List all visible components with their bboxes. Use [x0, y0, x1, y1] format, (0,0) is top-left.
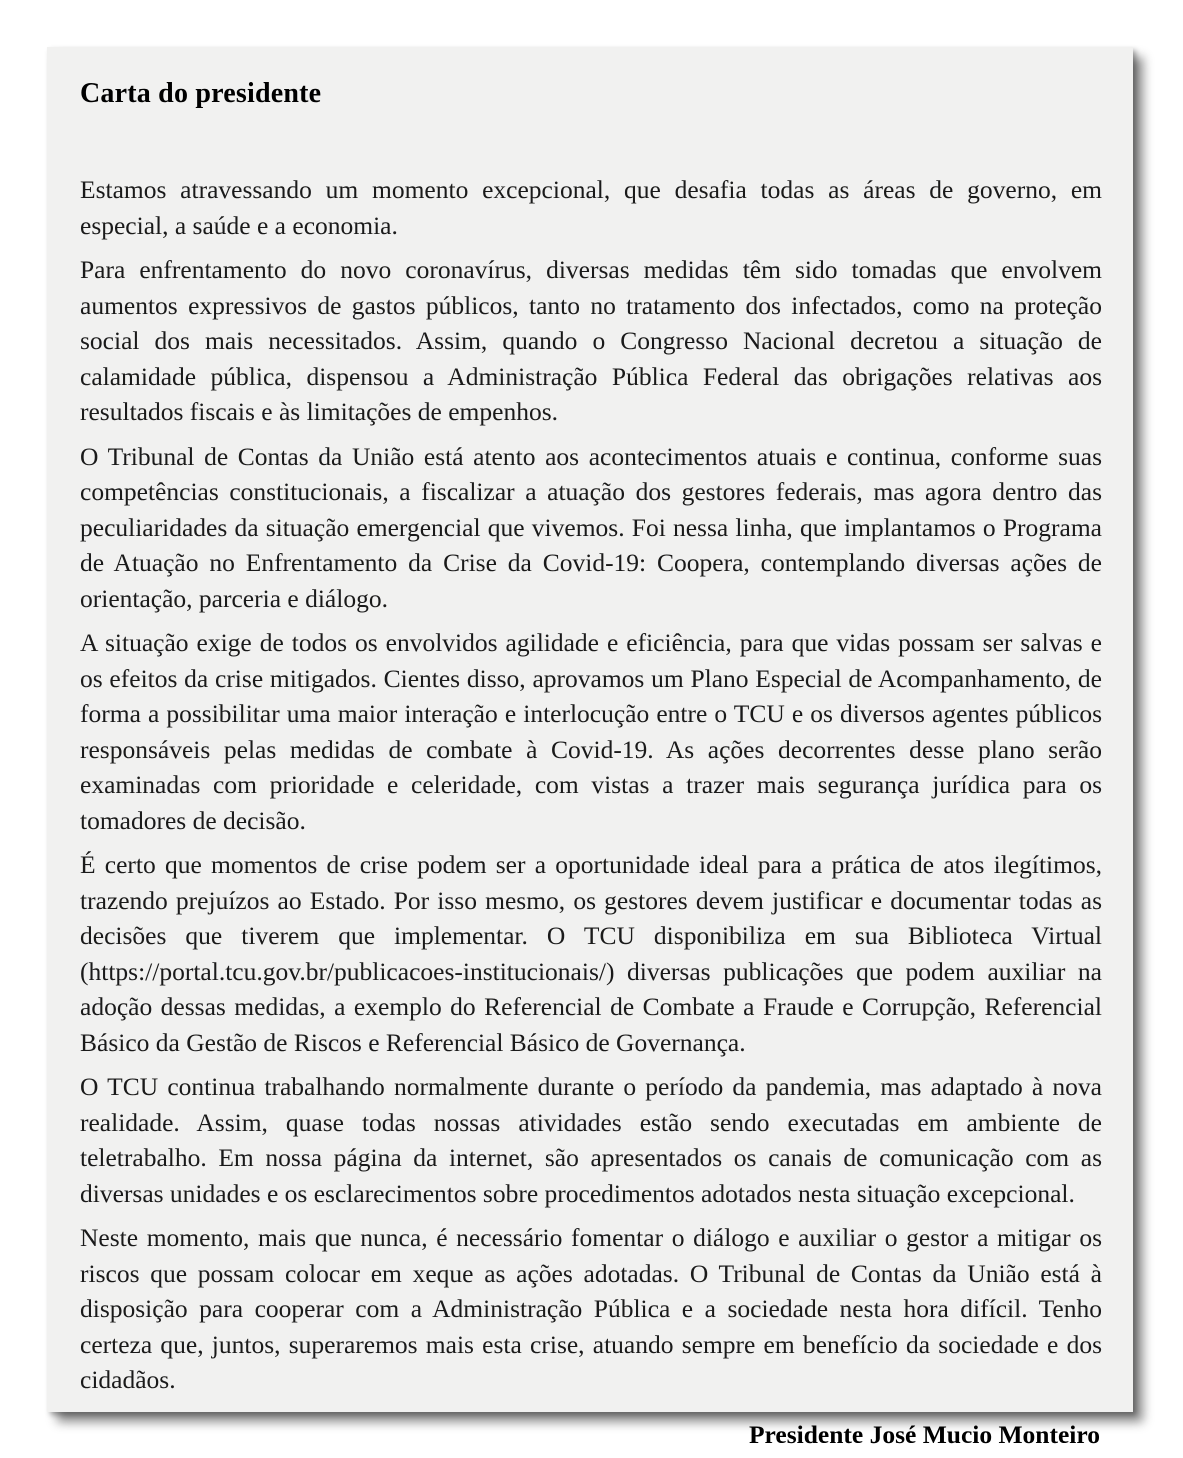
- letter-panel: [47, 47, 1133, 1449]
- signature: Presidente José Mucio Monteiro: [748, 1419, 1100, 1449]
- letter-paragraph-5: É certo que momentos de crise podem ser a oportunidade ideal para a prática de atos ilegítimos, trazendo prejuízos ao Estado. Por isso mesmo, os gestores devem justificar e documentar todas as decisões que tiverem que implementar. O TCU disponibiliza em sua Biblioteca Virtual (https://portal.tcu.gov.br/publicacoes-institucionais/) diversas publicações que podem auxiliar na adoção dessas medidas, a exemplo do Referencial de Combate a Fraude e Corrupção, Referencial Básico da Gestão de Riscos e Referencial Básico de Governança.: [80, 850, 1102, 1057]
- letter-body: [80, 172, 1102, 1398]
- letter-paragraph-7: Neste momento, mais que nunca, é necessário fomentar o diálogo e auxiliar o gestor a mitigar os riscos que possam colocar em xeque as ações adotadas. O Tribunal de Contas da União está à disposição para cooperar com a Administração Pública e a sociedade nesta hora difícil. Tenho certeza que, juntos, superaremos mais esta crise, atuando sempre em benefício da sociedade e dos cidadãos.: [80, 1223, 1102, 1394]
- letter-page: [47, 47, 1133, 1449]
- letter-paragraph-3: O Tribunal de Contas da União está atento aos acontecimentos atuais e continua, conforme suas competências constitucionais, a fiscalizar a atuação dos gestores federais, mas agora dentro das peculiaridades da situação emergencial que vivemos. Foi nessa linha, que implantamos o Programa de Atuação no Enfrentamento da Crise da Covid-19: Coopera, contemplando diversas ações de orientação, parceria e diálogo.: [80, 441, 1102, 613]
- letter-paragraph-6: O TCU continua trabalhando normalmente durante o período da pandemia, mas adaptado à nova realidade. Assim, quase todas nossas atividades estão sendo executadas em ambiente de teletrabalho. Em nossa página da internet, são apresentados os canais de comunicação com as diversas unidades e os esclarecimentos sobre procedimentos adotados nesta situação excepcional.: [80, 1072, 1102, 1208]
- letter-content: [80, 78, 1102, 1449]
- letter-paragraph-4: A situação exige de todos os envolvidos agilidade e eficiência, para que vidas possam ser salvas e os efeitos da crise mitigados. Cientes disso, aprovamos um Plano Especial de Acompanhamento, de forma a possibilitar uma maior interação e interlocução entre o TCU e os diversos agentes públicos responsáveis pelas medidas de combate à Covid-19. As ações decorrentes desse plano serão examinadas com prioridade e celeridade, com vistas a trazer mais segurança jurídica para os tomadores de decisão.: [80, 628, 1102, 835]
- page-title: Carta do presidente: [80, 78, 322, 109]
- letter-paragraph-2: Para enfrentamento do novo coronavírus, diversas medidas têm sido tomadas que envolvem aumentos expressivos de gastos públicos, tanto no tratamento dos infectados, como na proteção social dos mais necessitados. Assim, quando o Congresso Nacional decretou a situação de calamidade pública, dispensou a Administração Pública Federal das obrigações relativas aos resultados fiscais e às limitações de empenhos.: [80, 255, 1102, 426]
- letter-paragraph-1: Estamos atravessando um momento excepcional, que desafia todas as áreas de governo, em especial, a saúde e a economia.: [80, 175, 1102, 240]
